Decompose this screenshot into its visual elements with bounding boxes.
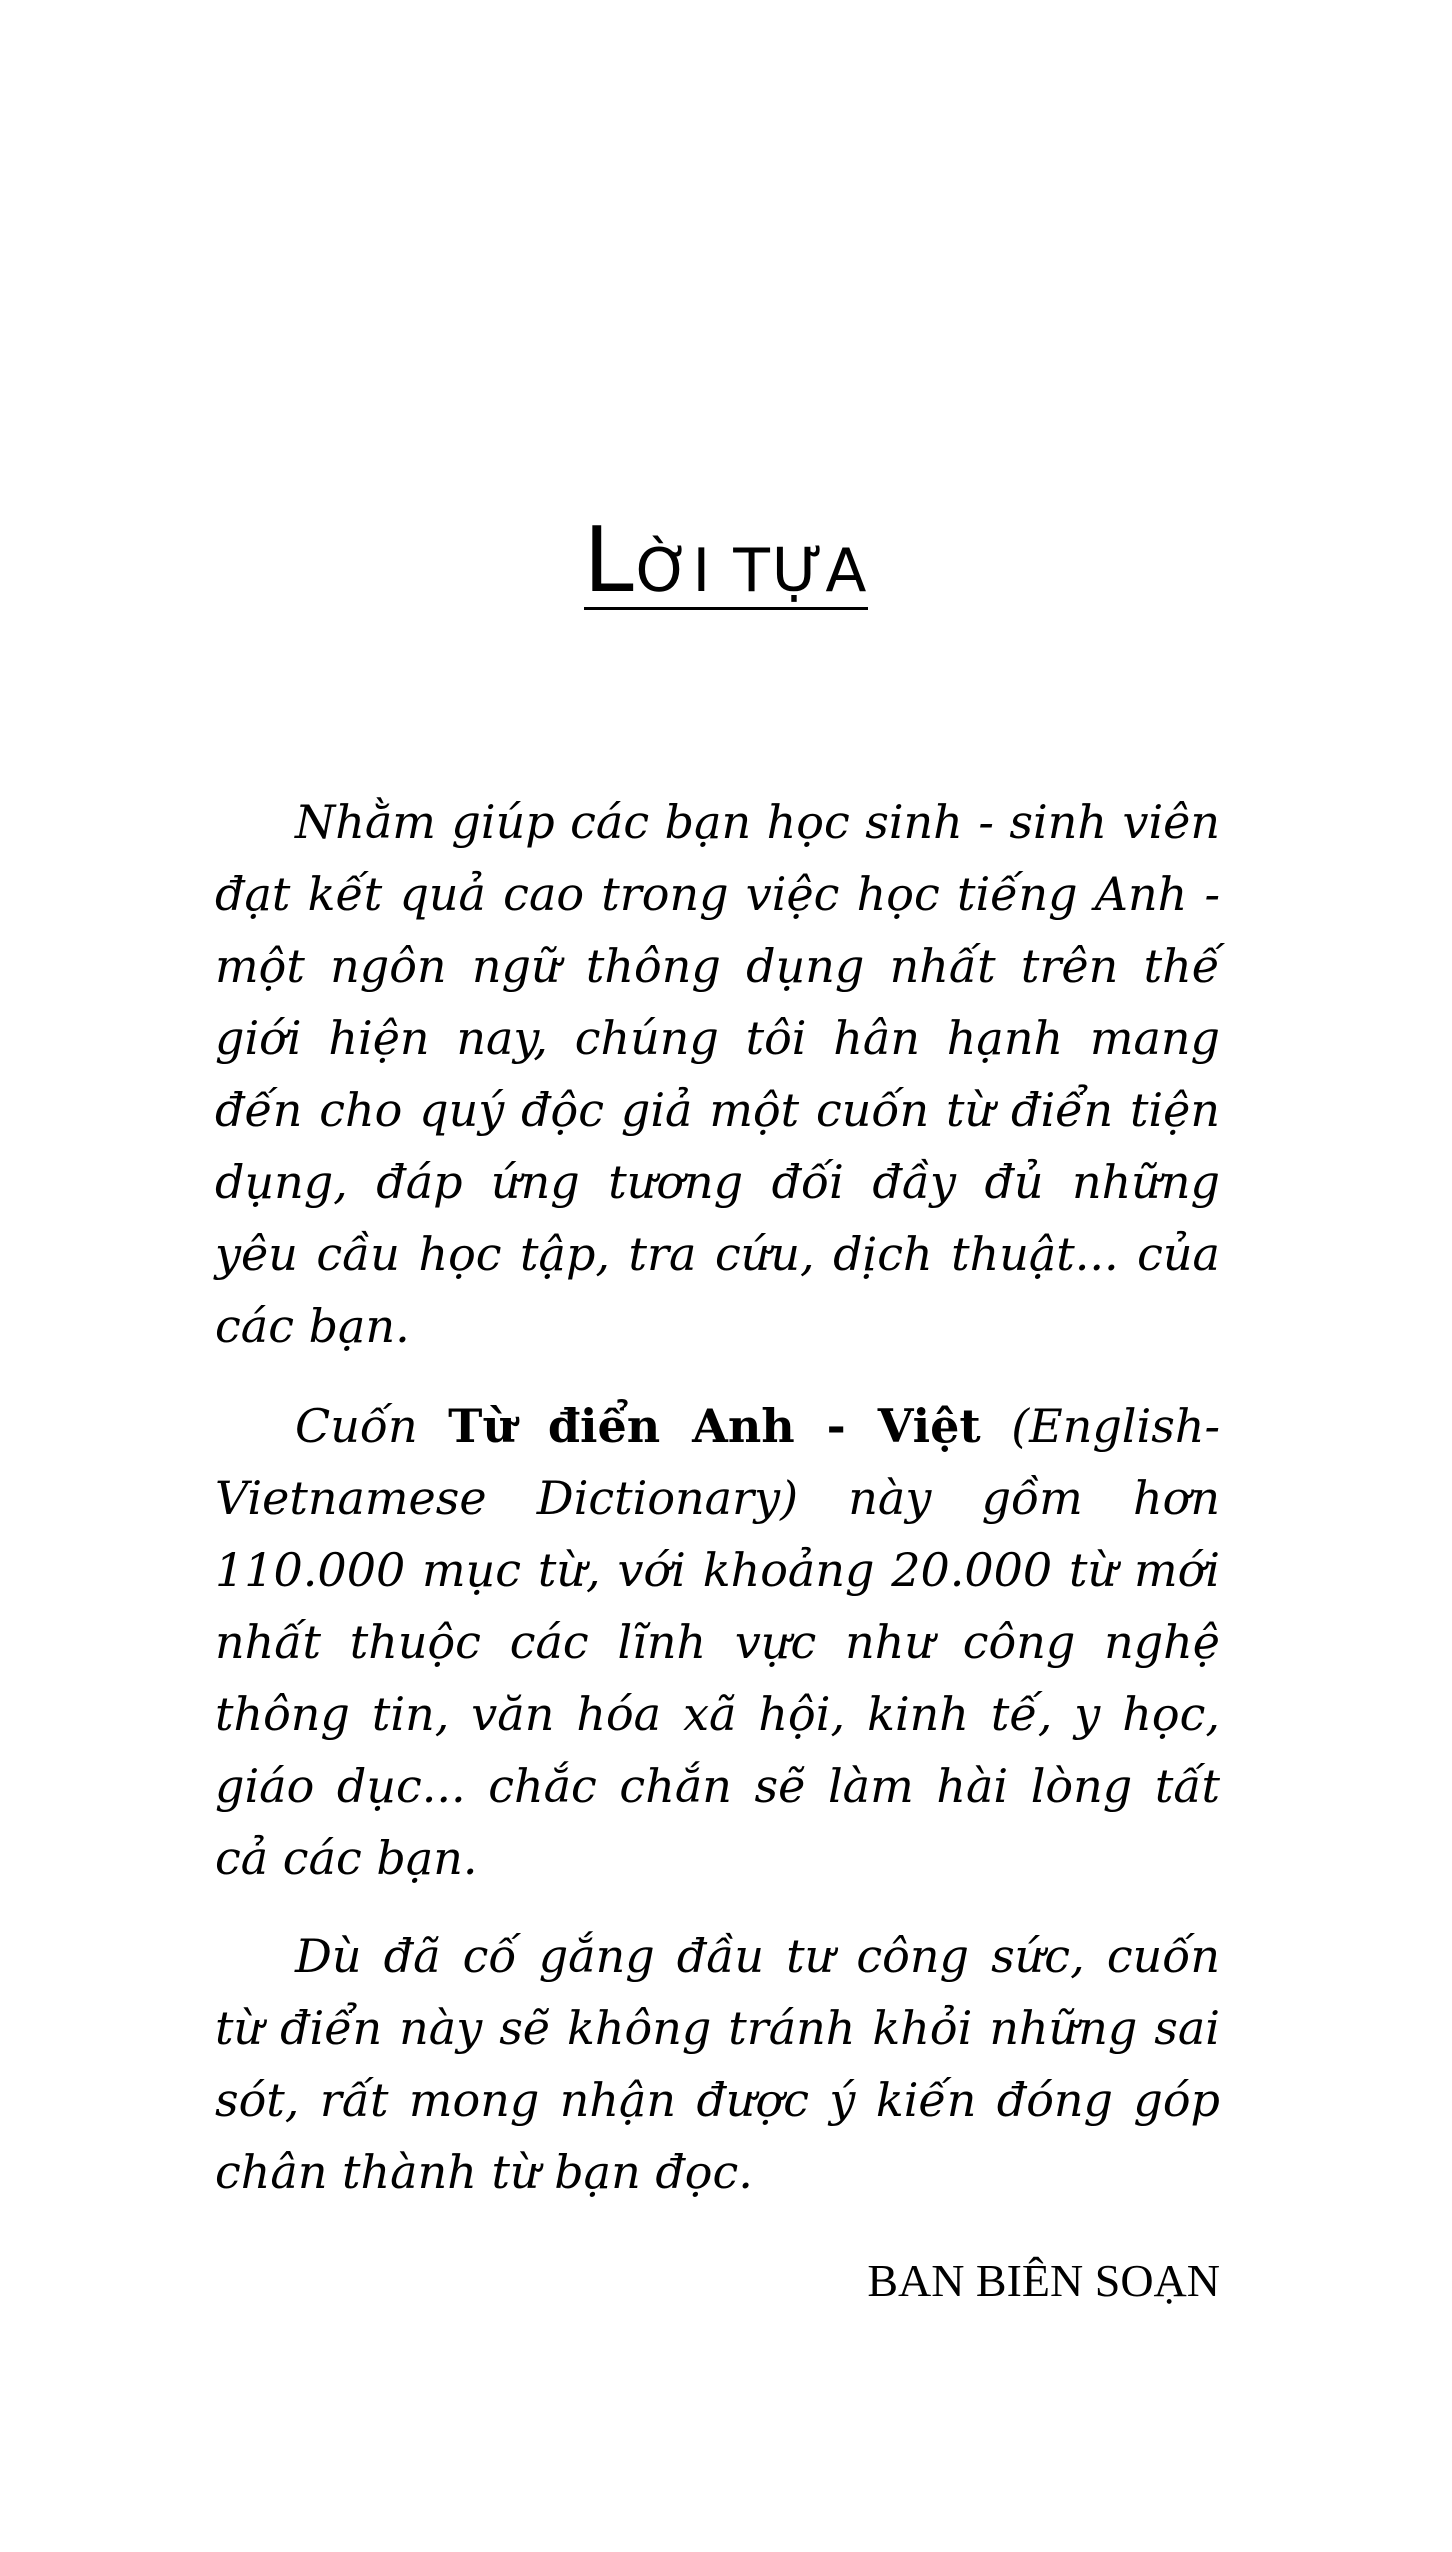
paragraph-rest: (English-Vietnamese Dictionary) này gồm hơn 110.000 mục từ, với khoảng 20.000 từ mới nhất thuộc các lĩnh vực như công nghệ thông tin, văn hóa xã hội, kinh tế, y học, giáo dục... chắc chắn sẽ làm hài lòng tất cả các bạn.	[215, 1399, 1220, 1885]
paragraph-lead: Cuốn	[295, 1399, 449, 1453]
paragraph-text	[215, 1390, 1220, 1894]
paragraph-text: Dù đã cố gắng đầu tư công sức, cuốn từ điển này sẽ không tránh khỏi những sai sót, rất mong nhận được ý kiến đóng góp chân thành từ bạn đọc.	[215, 1929, 1220, 2199]
page-title	[0, 508, 1452, 613]
title-initial-letter: L	[583, 508, 636, 613]
paragraph-text: Nhằm giúp các bạn học sinh - sinh viên đạt kết quả cao trong việc học tiếng Anh - một ngôn ngữ thông dụng nhất trên thế giới hiện nay, chúng tôi hân hạnh mang đến cho quý độc giả một cuốn từ điển tiện dụng, đáp ứng tương đối đầy đủ những yêu cầu học tập, tra cứu, dịch thuật... của các bạn.	[215, 795, 1220, 1353]
title-underlined	[583, 508, 869, 613]
preface-paragraph-1	[215, 786, 1220, 1362]
dictionary-title: Từ điển Anh - Việt	[448, 1399, 981, 1453]
title-rest: ỜI TỰA	[635, 536, 869, 606]
editorial-board-signature: BAN BIÊN SOẠN	[867, 2255, 1220, 2306]
preface-paragraph-3	[215, 1920, 1220, 2208]
preface-paragraph-2	[215, 1390, 1220, 1894]
